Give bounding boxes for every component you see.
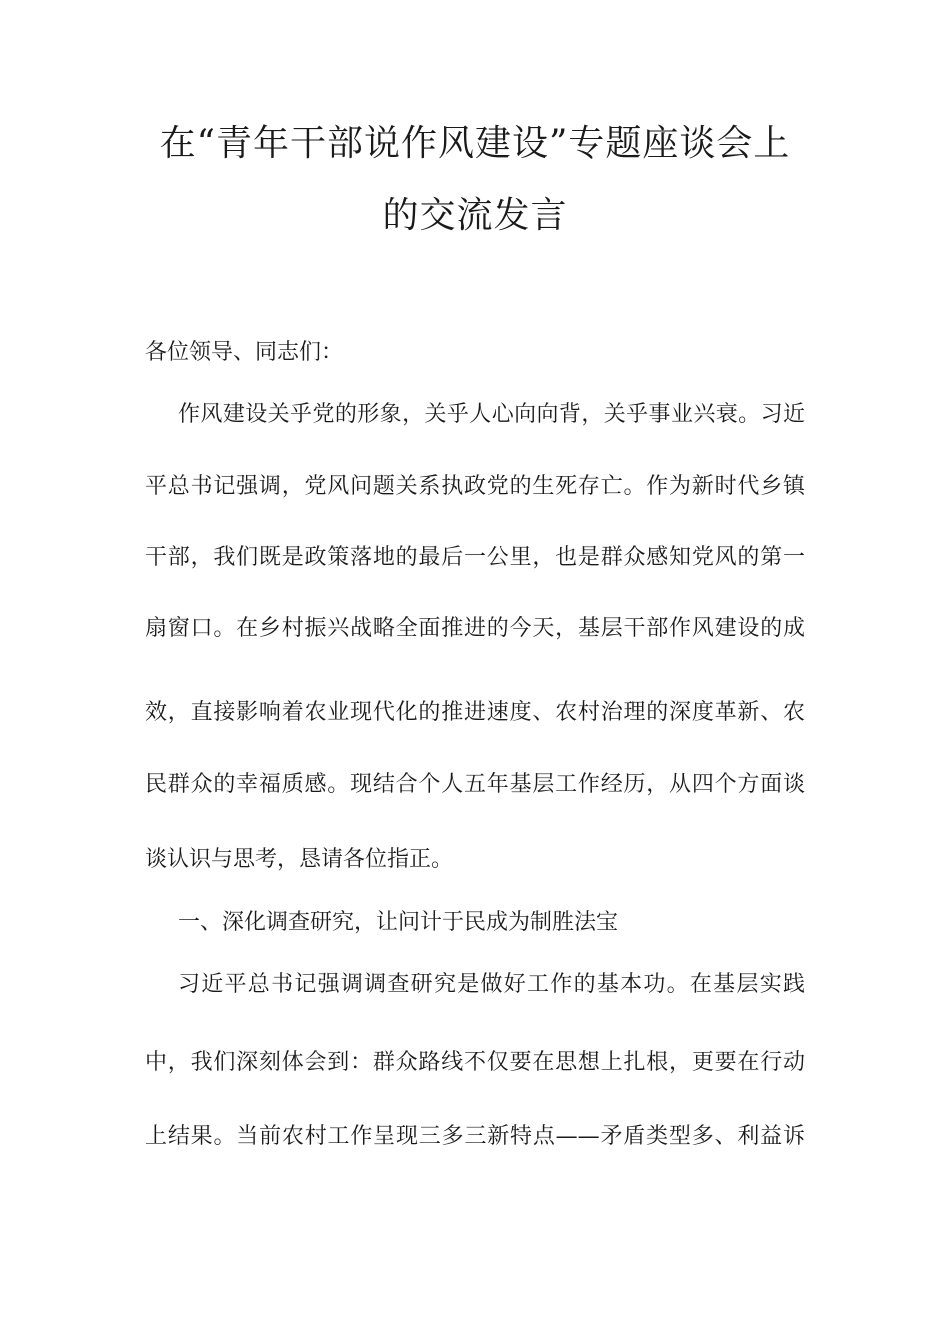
section-heading: 一、深化调查研究，让问计于民成为制胜法宝 — [178, 910, 619, 935]
paragraph-1-line: 作风建设关乎党的形象，关乎人心向向背，关乎事业兴衰。习近 — [178, 402, 805, 427]
paragraph-2-line: 上结果。当前农村工作呈现三多三新特点——矛盾类型多、利益诉 — [145, 1124, 805, 1149]
paragraph-2-line: 习近平总书记强调调查研究是做好工作的基本功。在基层实践 — [178, 972, 805, 997]
paragraph-1-line: 效，直接影响着农业现代化的推进速度、农村治理的深度革新、农 — [145, 700, 805, 725]
paragraph-1-line: 谈认识与思考，恳请各位指正。 — [145, 847, 454, 872]
document-title-line-1: 在“青年干部说作风建设”专题座谈会上 — [159, 123, 791, 164]
document-title-line-2: 的交流发言 — [382, 195, 568, 236]
salutation: 各位领导、同志们： — [145, 340, 344, 365]
paragraph-1-line: 干部，我们既是政策落地的最后一公里，也是群众感知党风的第一 — [145, 545, 805, 570]
paragraph-1-line: 平总书记强调，党风问题关系执政党的生死存亡。作为新时代乡镇 — [145, 474, 805, 499]
paragraph-2-line: 中，我们深刻体会到：群众路线不仅要在思想上扎根，更要在行动 — [145, 1050, 805, 1075]
paragraph-1-line: 民群众的幸福质感。现结合个人五年基层工作经历，从四个方面谈 — [145, 772, 805, 797]
paragraph-1-line: 扇窗口。在乡村振兴战略全面推进的今天，基层干部作风建设的成 — [145, 616, 805, 641]
